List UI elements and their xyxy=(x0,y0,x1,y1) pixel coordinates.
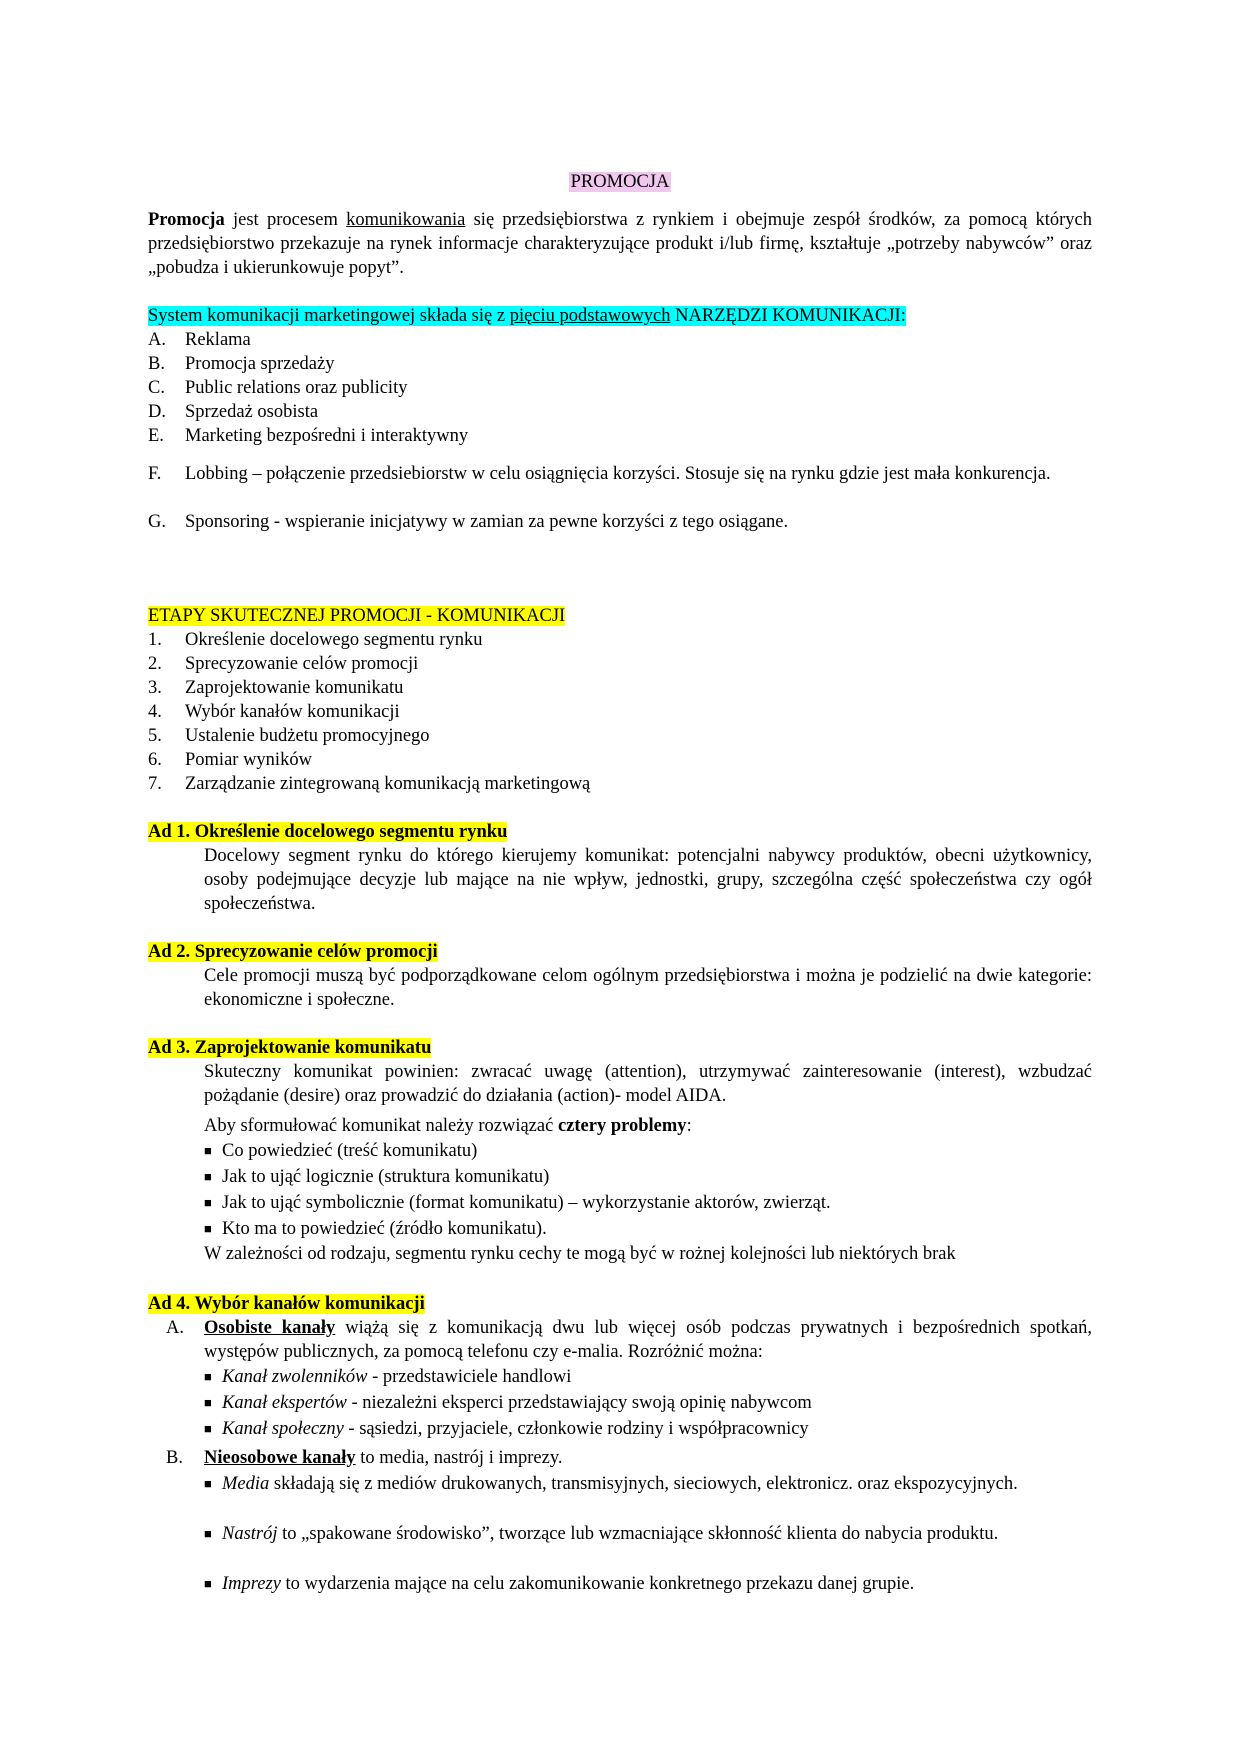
intro-underlined: komunikowania xyxy=(346,210,466,230)
ad3-text: Skuteczny komunikat powinien: zwracać uwagę (attention), utrzymywać zainteresowanie (interest), wzbudzać pożądanie (desire) oraz prowadzić do działania (action)- model AIDA. xyxy=(204,1062,1092,1106)
list-item: A. Reklama xyxy=(148,330,251,350)
etapy-heading: ETAPY SKUTECZNEJ PROMOCJI - KOMUNIKACJI xyxy=(148,606,566,626)
ad2-text: Cele promocji muszą być podporządkowane celom ogólnym przedsiębiorstwa i można je podzielić na dwie kategorie: ekonomiczne i społeczne. xyxy=(204,966,1092,1010)
document-title: PROMOCJA xyxy=(570,172,670,192)
list-item: 2. Sprecyzowanie celów promocji xyxy=(148,654,419,674)
list-item-lobbing: F. Lobbing – połączenie przedsiebiorstw w celu osiągnięcia korzyści. Stosuje się na rynku gdzie jest mała konkurencja. xyxy=(148,464,1051,484)
ad4-heading: Ad 4. Wybór kanałów komunikacji xyxy=(148,1294,425,1314)
list-item: E. Marketing bezpośredni i interaktywny xyxy=(148,426,469,446)
list-item-sponsoring: G. Sponsoring - wspieranie inicjatywy w zamian za pewne korzyści z tego osiągane. xyxy=(148,512,789,532)
system-heading: System komunikacji marketingowej składa się z pięciu podstawowych NARZĘDZI KOMUNIKACJI: xyxy=(148,306,906,326)
list-item: 7. Zarządzanie zintegrowaną komunikacją marketingową xyxy=(148,774,591,794)
intro-paragraph: Promocja jest procesem komunikowania się przedsiębiorstwa z rynkiem i obejmuje zespół środków, za pomocą których przedsiębiorstwo przekazuje na rynek informacje charakteryzujące produkt i/lub firmę, kształtuje „potrzeby nabywców” oraz „pobudza i ukierunkowuje popyt”. xyxy=(148,210,1092,278)
list-item: 3. Zaprojektowanie komunikatu xyxy=(148,678,404,698)
ad1-text: Docelowy segment rynku do którego kierujemy komunikat: potencjalni nabywcy produktów, obecni użytkownicy, osoby podejmujące decyzje lub mające na nie wpływ, jednostki, grupy, szczególna część społeczeństwa czy ogół społeczeństwa. xyxy=(204,846,1092,914)
list-item: C. Public relations oraz publicity xyxy=(148,378,408,398)
list-item: 1. Określenie docelowego segmentu rynku xyxy=(148,630,483,650)
intro-term: Promocja xyxy=(148,210,225,230)
ad2-heading: Ad 2. Sprecyzowanie celów promocji xyxy=(148,942,438,962)
list-item: 4. Wybór kanałów komunikacji xyxy=(148,702,400,722)
ad1-heading: Ad 1. Określenie docelowego segmentu rynku xyxy=(148,822,508,842)
list-item: B. Promocja sprzedaży xyxy=(148,354,335,374)
ad3-note: W zależności od rodzaju, segmentu rynku cechy te mogą być w rożnej kolejności lub niektórych brak xyxy=(204,1244,956,1264)
ad3-heading: Ad 3. Zaprojektowanie komunikatu xyxy=(148,1038,432,1058)
list-item: 6. Pomiar wyników xyxy=(148,750,312,770)
ad3-problems-intro: Aby sformułować komunikat należy rozwiązać cztery problemy: xyxy=(204,1116,692,1136)
list-item: D. Sprzedaż osobista xyxy=(148,402,319,422)
list-item: 5. Ustalenie budżetu promocyjnego xyxy=(148,726,430,746)
